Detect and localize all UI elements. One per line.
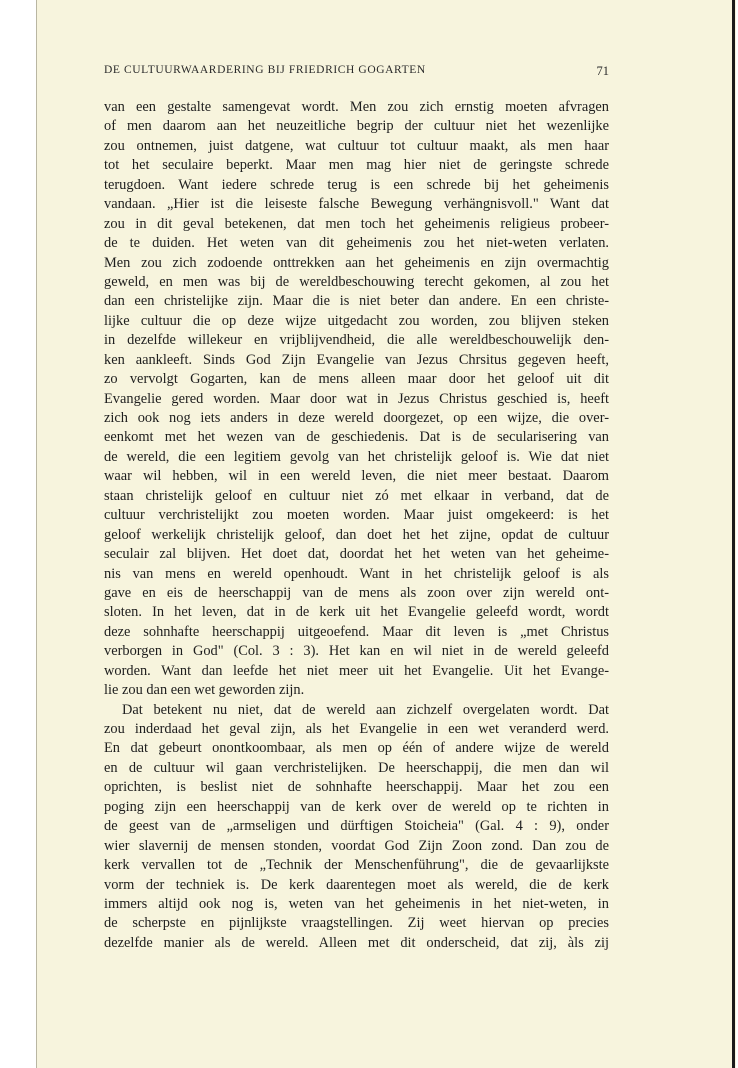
text-line: kerk vervallen tot de „Technik der Menschenführung", die de gevaarlijkste	[104, 857, 609, 874]
paragraph-end-line: lie zou dan een wet geworden zijn.	[104, 682, 305, 699]
text-line: lijke cultuur die op deze wijze uitgedacht zou worden, zou blijven steken	[104, 312, 609, 329]
text-line: dezelfde manier als de wereld. Alleen met dit onderscheid, dat zij, àls zij	[104, 934, 609, 951]
text-line: Evangelie gered worden. Maar door wat in Jezus Christus geschied is, heeft	[104, 390, 609, 407]
text-line: zou inderdaad het geval zijn, als het Evangelie in een wet veranderd werd.	[104, 721, 609, 737]
text-line: zich ook nog iets anders in deze wereld doorgezet, op een wijze, die over-	[104, 410, 609, 426]
text-line: gave en eis de heerschappij van de mens als zoon over zijn wereld ont-	[104, 584, 609, 601]
page-number: 71	[596, 64, 609, 78]
text-line: poging zijn een heerschappij van de kerk over de wereld op te richten in	[104, 798, 609, 815]
text-line: de te duiden. Het weten van dit geheimenis zou het niet-weten verlaten.	[104, 235, 609, 252]
text-line: En dat gebeurt onontkoombaar, als men op één of andere wijze de wereld	[104, 740, 609, 757]
text-line: verborgen in God" (Col. 3 : 3). Het kan en wil niet in de wereld geleefd	[104, 643, 609, 660]
text-line: de wereld, die een legitiem gevolg van het christelijk geloof is. Wie dat niet	[104, 448, 609, 465]
running-header	[104, 64, 609, 84]
text-line: geloof werkelijk christelijk geloof, dan doet het het zijne, opdat de cultuur	[104, 526, 609, 543]
text-line: dan een christelijke zijn. Maar die is niet beter dan andere. En een christe-	[104, 293, 609, 310]
text-line: vandaan. „Hier ist die leiseste falsche Bewegung verhängnisvoll." Want dat	[104, 196, 609, 213]
text-line: nis van mens en wereld openhoudt. Want in het christelijk geloof is als	[104, 565, 609, 582]
body-text	[104, 98, 609, 953]
text-line: geweld, en men was bij de wereldbeschouwing terecht gekomen, al zou het	[104, 273, 609, 290]
text-line: oprichten, is beslist niet de sohnhafte heerschappij. Maar het zou een	[104, 779, 609, 796]
text-line: of men daarom aan het neuzeitliche begrip der cultuur niet het wezenlijke	[104, 118, 609, 135]
text-line: in dezelfde willekeur en vrijblijvendheid, die alle wereldbeschouwelijk den-	[104, 332, 609, 349]
text-line: vorm der techniek is. De kerk daarentegen moet als wereld, die de kerk	[104, 876, 609, 893]
text-line: zou in dit geval betekenen, dat men toch het geheimenis religieus probeer-	[104, 215, 609, 232]
text-line: van een gestalte samengevat wordt. Men zou zich ernstig moeten afvragen	[104, 99, 609, 115]
text-line: worden. Want dan leefde het niet meer uit het Evangelie. Uit het Evange-	[104, 662, 609, 679]
text-line: staan christelijk geloof en cultuur niet zó met elkaar in verband, dat de	[104, 487, 609, 504]
running-title: DE CULTUURWAARDERING BIJ FRIEDRICH GOGARTEN	[104, 64, 426, 76]
text-line: wier slavernij de mensen stonden, voordat God Zijn Zoon zond. Dan zou de	[104, 837, 609, 854]
text-line: eenkomt met het wezen van de geschiedenis. Dat is de secularisering van	[104, 429, 609, 446]
text-line: seculair zal blijven. Het doet dat, doordat het het weten van het geheime-	[104, 546, 609, 563]
text-line: cultuur verchristelijkt zou moeten worden. Maar juist omgekeerd: is het	[104, 507, 609, 524]
text-line: zo vervolgt Gogarten, kan de mens alleen maar door het geloof uit dit	[104, 371, 609, 388]
text-line: Men zou zich zodoende onttrekken aan het geheimenis en zijn overmachtig	[104, 254, 609, 271]
text-line: de scherpste en pijnlijkste vraagstellingen. Zij weet hiervan op precies	[104, 915, 609, 932]
text-line: waar wil hebben, wil in een wereld leven, die niet meer bestaat. Daarom	[104, 468, 609, 485]
text-line: deze sohnhafte heerschappij uitgeoefend. Maar dit leven is „met Christus	[104, 623, 609, 640]
text-line: de geest van de „armseligen und dürftigen Stoicheia" (Gal. 4 : 9), onder	[104, 818, 609, 835]
paragraph-start-line: Dat betekent nu niet, dat de wereld aan zichzelf overgelaten wordt. Dat	[122, 701, 609, 718]
text-line: en de cultuur wil gaan verchristelijken. De heerschappij, die men dan wil	[104, 759, 609, 776]
page-edge-shadow	[732, 0, 735, 1068]
text-line: terugdoen. Want iedere schrede terug is een schrede bij het geheimenis	[104, 176, 609, 193]
text-line: zou ontnemen, juist datgene, wat cultuur tot cultuur maakt, als men haar	[104, 137, 609, 154]
text-line: tot het seculaire beperkt. Maar men mag hier niet de geringste schrede	[104, 157, 609, 174]
text-line: sloten. In het leven, dat in de kerk uit het Evangelie geleefd wordt, wordt	[104, 604, 609, 621]
text-line: immers altijd ook nog is, weten van het geheimenis in het niet-weten, in	[104, 895, 609, 912]
text-line: ken aankleeft. Sinds God Zijn Evangelie van Jezus Chrsitus gegeven heeft,	[104, 351, 609, 368]
